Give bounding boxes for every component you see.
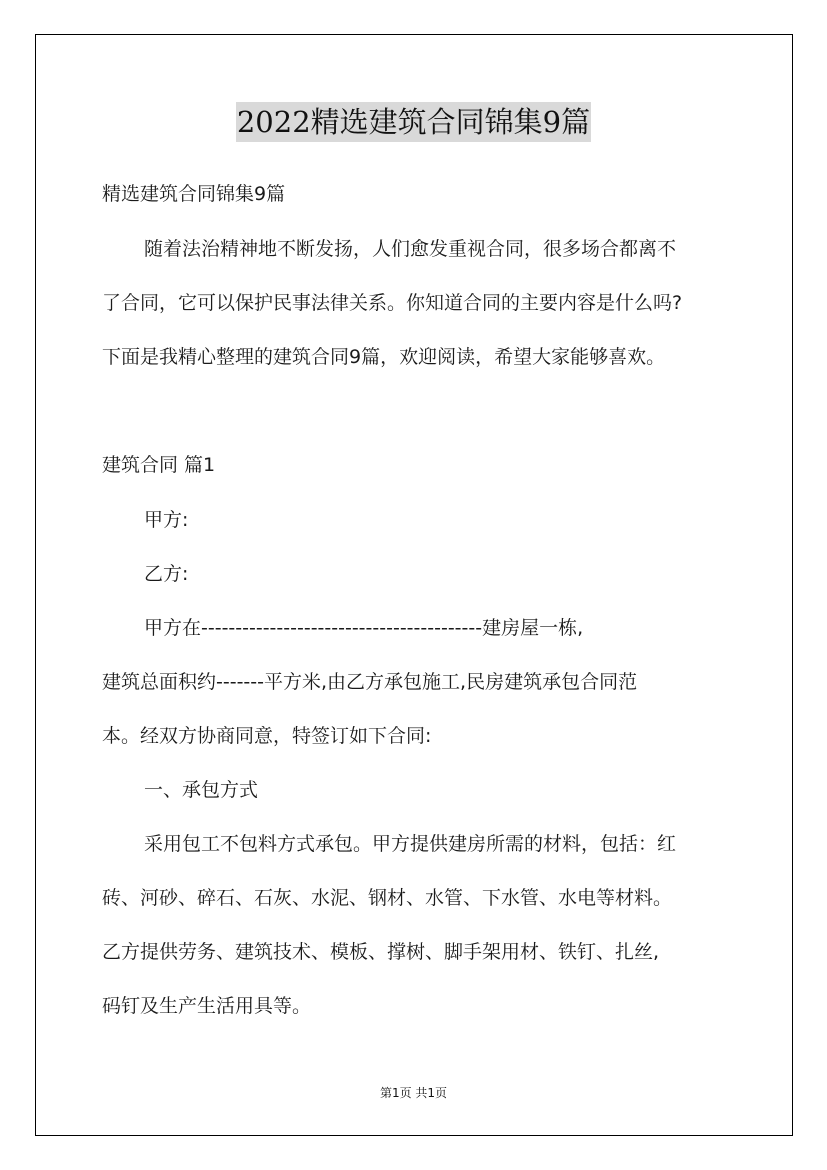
title-container — [0, 102, 827, 142]
party-b-label: 乙方: — [144, 563, 189, 585]
document-title: 2022精选建筑合同锦集9篇 — [236, 102, 591, 142]
intro-line-1: 随着法治精神地不断发扬，人们愈发重视合同，很多场合都离不 — [144, 238, 677, 260]
item-heading: 一、承包方式 — [144, 779, 259, 801]
page-footer: 第1页 共1页 — [379, 1086, 448, 1100]
item-line-3: 乙方提供劳务、建筑技术、模板、撑树、脚手架用材、铁钉、扎丝, — [102, 941, 660, 963]
clause-line-1: 甲方在-----------------------------------------建房屋一栋, — [144, 617, 584, 639]
intro-line-2: 了合同，它可以保护民事法律关系。你知道合同的主要内容是什么吗? — [102, 292, 683, 314]
party-a-label: 甲方: — [144, 509, 189, 531]
item-line-4: 码钉及生产生活用具等。 — [102, 995, 312, 1017]
document-subtitle: 精选建筑合同锦集9篇 — [102, 183, 286, 205]
item-line-2: 砖、河砂、碎石、石灰、水泥、钢材、水管、下水管、水电等材料。 — [102, 887, 673, 909]
section-heading: 建筑合同 篇1 — [102, 454, 216, 476]
item-line-1: 采用包工不包料方式承包。甲方提供建房所需的材料，包括：红 — [144, 833, 677, 855]
intro-line-3: 下面是我精心整理的建筑合同9篇，欢迎阅读，希望大家能够喜欢。 — [102, 346, 666, 368]
clause-line-2: 建筑总面积约-------平方米,由乙方承包施工,民房建筑承包合同范 — [102, 671, 638, 693]
clause-line-3: 本。经双方协商同意，特签订如下合同: — [102, 725, 432, 747]
